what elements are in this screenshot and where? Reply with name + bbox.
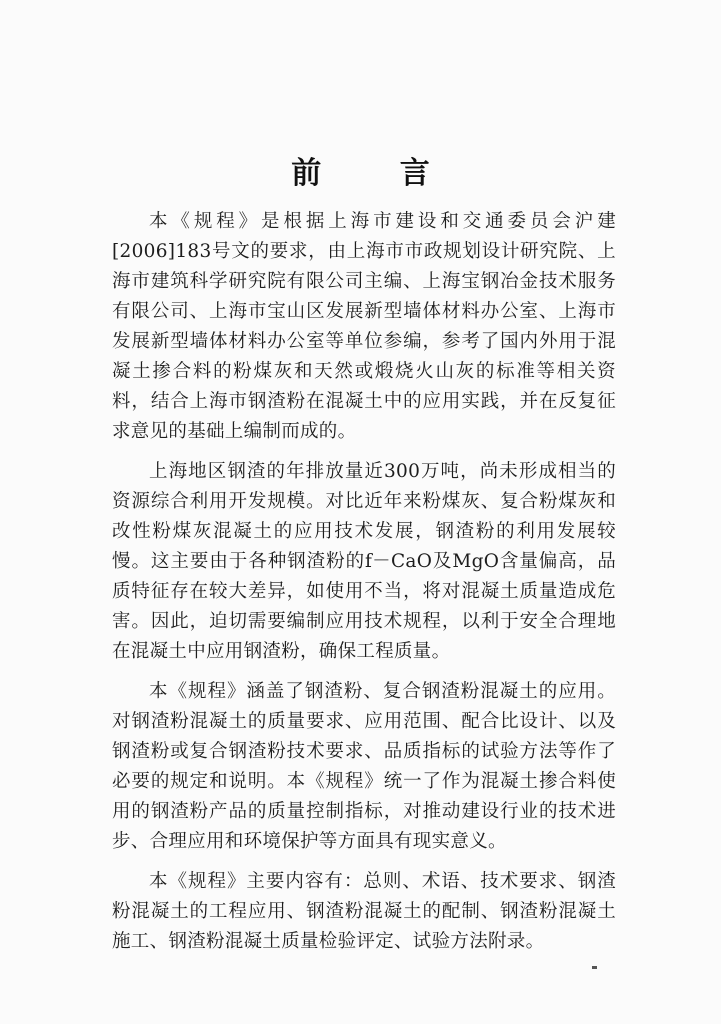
scan-corner-mark	[92, 6, 98, 12]
paragraph-3: 本《规程》涵盖了钢渣粉、复合钢渣粉混凝土的应用。对钢渣粉混凝土的质量要求、应用范围、配合比设计、以及钢渣粉或复合钢渣粉技术要求、品质指标的试验方法等作了必要的规定和说明。本《规程》统一了作为混凝土掺合料使用的钢渣粉产品的质量控制指标，对推动建设行业的技术进步、合理应用和环境保护等方面具有现实意义。	[112, 681, 616, 852]
paragraph-2: 上海地区钢渣的年排放量近300万吨，尚未形成相当的资源综合利用开发规模。对比近年来粉煤灰、复合粉煤灰和改性粉煤灰混凝土的应用技术发展，钢渣粉的利用发展较慢。这主要由于各种钢渣粉的f－CaO及MgO含量偏高，品质特征存在较大差异，如使用不当，将对混凝土质量造成危害。因此，迫切需要编制应用技术规程，以利于安全合理地在混凝土中应用钢渣粉，确保工程质量。	[112, 461, 616, 662]
page-title: 前 言	[291, 156, 464, 191]
page-footer-mark	[592, 966, 597, 969]
paragraph-1: 本《规程》是根据上海市建设和交通委员会沪建[2006]183号文的要求，由上海市市政规划设计研究院、上海市建筑科学研究院有限公司主编、上海宝钢冶金技术服务有限公司、上海市宝山区发展新型墙体材料办公室、上海市发展新型墙体材料办公室等单位参编，参考了国内外用于混凝土掺合料的粉煤灰和天然或煅烧火山灰的标准等相关资料，结合上海市钢渣粉在混凝土中的应用实践，并在反复征求意见的基础上编制而成的。	[112, 211, 616, 442]
paragraph-4: 本《规程》主要内容有：总则、术语、技术要求、钢渣粉混凝土的工程应用、钢渣粉混凝土的配制、钢渣粉混凝土施工、钢渣粉混凝土质量检验评定、试验方法附录。	[112, 871, 616, 952]
preface-body	[112, 207, 616, 967]
